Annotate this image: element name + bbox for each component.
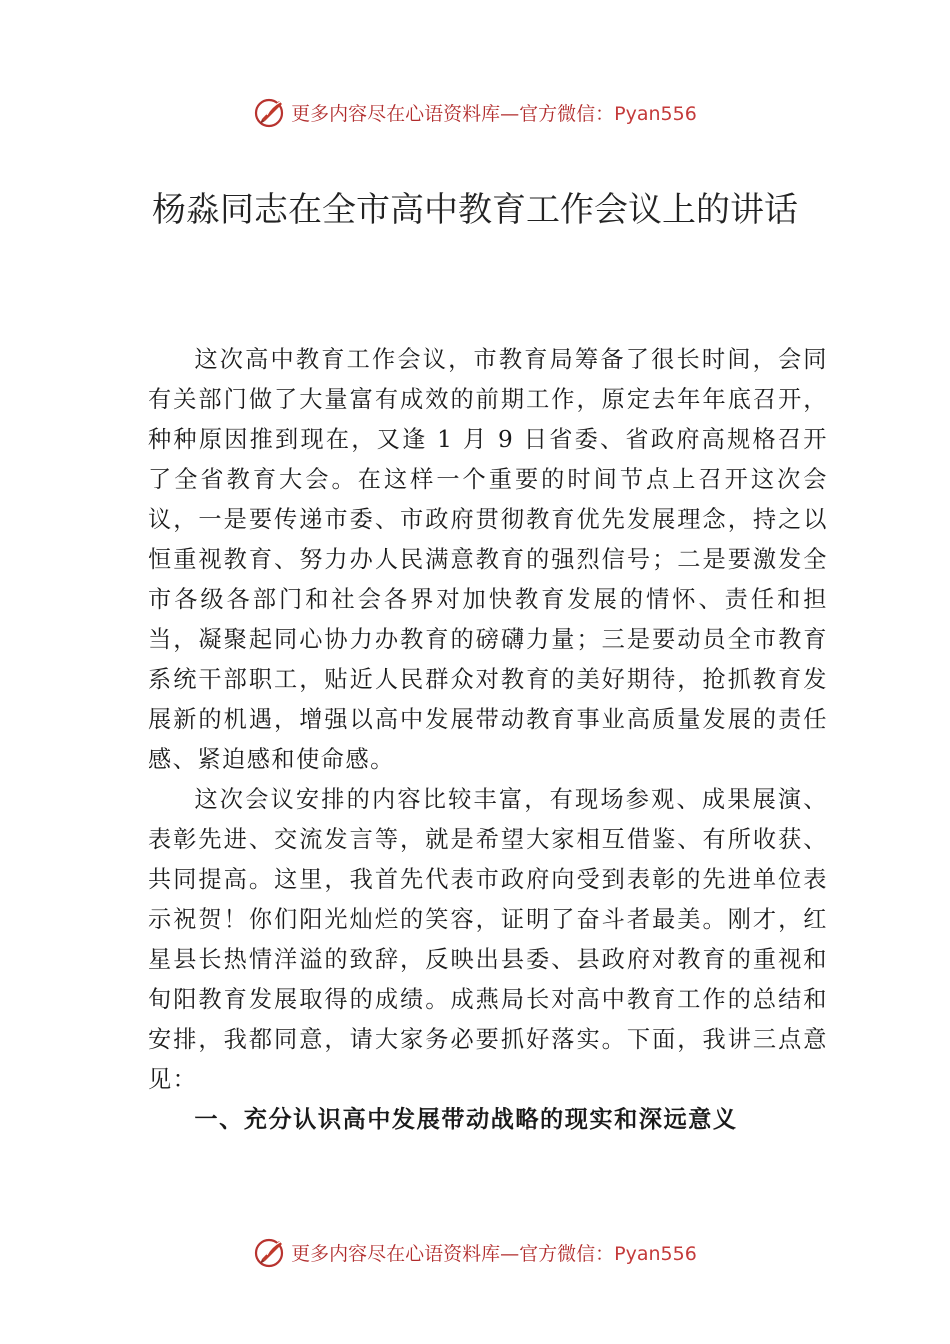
wechat-id: Pyan556 bbox=[614, 102, 697, 125]
watermark-text: 更多内容尽在心语资料库—官方微信：Pyan556 bbox=[291, 1242, 697, 1265]
document-title: 杨淼同志在全市高中教育工作会议上的讲话 bbox=[152, 190, 798, 230]
wechat-id: Pyan556 bbox=[614, 1242, 697, 1265]
watermark-banner-top bbox=[0, 92, 950, 132]
paragraph-2: 这次会议安排的内容比较丰富，有现场参观、成果展演、表彰先进、交流发言等，就是希望大家相互借鉴、有所收获、共同提高。这里，我首先代表市政府向受到表彰的先进单位表示祝贺！你们阳光灿烂的笑容，证明了奋斗者最美。刚才，红星县长热情洋溢的致辞，反映出县委、县政府对教育的重视和旬阳教育发展取得的成绩。成燕局长对高中教育工作的总结和安排，我都同意，请大家务必要抓好落实。下面，我讲三点意见： bbox=[148, 786, 828, 1093]
section-heading: 一、充分认识高中发展带动战略的现实和深远意义 bbox=[194, 1106, 738, 1133]
quill-logo-icon bbox=[253, 1235, 287, 1269]
paragraph-1: 这次高中教育工作会议，市教育局筹备了很长时间，会同有关部门做了大量富有成效的前期工作，原定去年年底召开，种种原因推到现在，又逢 1 月 9 日省委、省政府高规格召开了全省教育大会。在这样一个重要的时间节点上召开这次会议，一是要传递市委、市政府贯彻教育优先发展理念，持之以恒重视教育、努力办人民满意教育的强烈信号；二是要激发全市各级各部门和社会各界对加快教育发展的情怀、责任和担当，凝聚起同心协力办教育的磅礴力量；三是要动员全市教育系统干部职工，贴近人民群众对教育的美好期待，抢抓教育发展新的机遇，增强以高中发展带动教育事业高质量发展的责任感、紧迫感和使命感。 bbox=[148, 346, 828, 773]
quill-logo-icon bbox=[253, 95, 287, 129]
watermark-banner-bottom bbox=[0, 1232, 950, 1272]
watermark-text: 更多内容尽在心语资料库—官方微信：Pyan556 bbox=[291, 102, 697, 125]
document-body bbox=[148, 340, 828, 1140]
